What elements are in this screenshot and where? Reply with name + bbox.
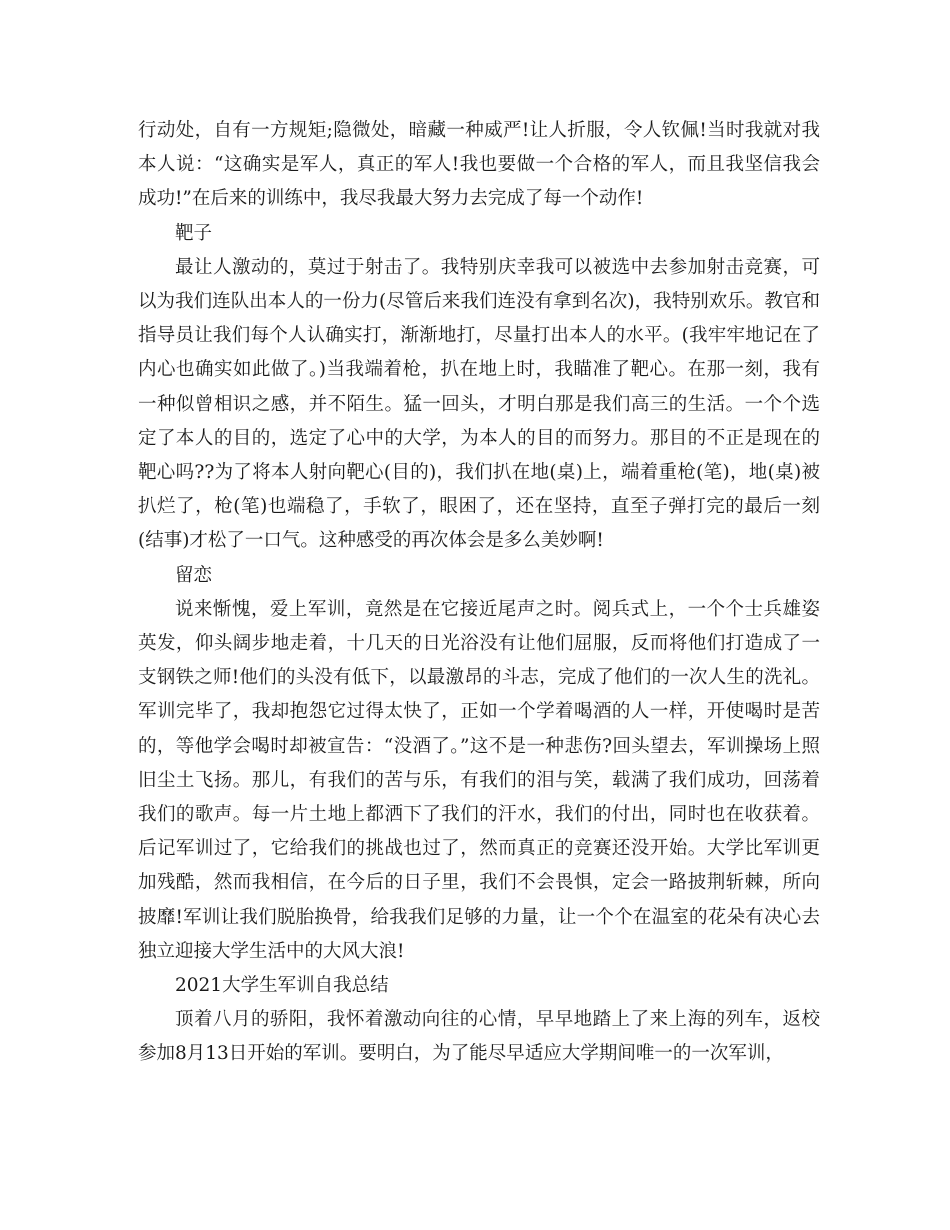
document-section-title: 2021大学生军训自我总结	[175, 975, 389, 997]
section-heading-nostalgia: 留恋	[175, 564, 213, 586]
section-heading-target: 靶子	[175, 222, 213, 244]
paragraph-new-summary: 顶着八月的骄阳，我怀着激动向往的心情，早早地踏上了来上海的列车，返校参加8月13日开始的军训。要明白，为了能尽早适应大学期间唯一的一次军训，	[138, 1009, 820, 1065]
paragraph-nostalgia: 说来惭愧，爱上军训，竟然是在它接近尾声之时。阅兵式上，一个个士兵雄姿英发，仰头阔步地走着，十几天的日光浴没有让他们屈服，反而将他们打造成了一支钢铁之师!他们的头没有低下，以最激昂的斗志，完成了他们的一次人生的洗礼。军训完毕了，我却抱怨它过得太快了，正如一个学着喝酒的人一样，开使喝时是苦的，等他学会喝时却被宣告：“没酒了。”这不是一种悲伤?回头望去，军训操场上照旧尘土飞扬。那儿，有我们的苦与乐，有我们的泪与笑，载满了我们成功，回荡着我们的歌声。每一片土地上都洒下了我们的汗水，我们的付出，同时也在收获着。后记军训过了，它给我们的挑战也过了，然而真正的竞赛还没开始。大学比军训更加残酷，然而我相信，在今后的日子里，我们不会畏惧，定会一路披荆斩棘，所向披靡!军训让我们脱胎换骨，给我我们足够的力量，让一个个在温室的花朵有决心去独立迎接大学生活中的大风大浪!	[138, 598, 820, 962]
paragraph-intro-continued: 行动处，自有一方规矩;隐微处，暗藏一种威严!让人折服，令人钦佩!当时我就对我本人说：“这确实是军人，真正的军人!我也要做一个合格的军人，而且我坚信我会成功!”在后来的训练中，我尽我最大努力去完成了每一个动作!	[138, 120, 820, 210]
document-page	[138, 114, 820, 1072]
paragraph-shooting: 最让人激动的，莫过于射击了。我特别庆幸我可以被选中去参加射击竞赛，可以为我们连队出本人的一份力(尽管后来我们连没有拿到名次)，我特别欢乐。教官和指导员让我们每个人认确实打，渐渐地打，尽量打出本人的水平。(我牢牢地记在了内心也确实如此做了。)当我端着枪，扒在地上时，我瞄准了靶心。在那一刻，我有一种似曾相识之感，并不陌生。猛一回头，才明白那是我们高三的生活。一个个选定了本人的目的，选定了心中的大学，为本人的目的而努力。那目的不正是现在的靶心吗??为了将本人射向靶心(目的)，我们扒在地(桌)上，端着重枪(笔)，地(桌)被扒烂了，枪(笔)也端稳了，手软了，眼困了，还在坚持，直至子弹打完的最后一刻(结事)才松了一口气。这种感受的再次体会是多么美妙啊!	[138, 256, 820, 552]
